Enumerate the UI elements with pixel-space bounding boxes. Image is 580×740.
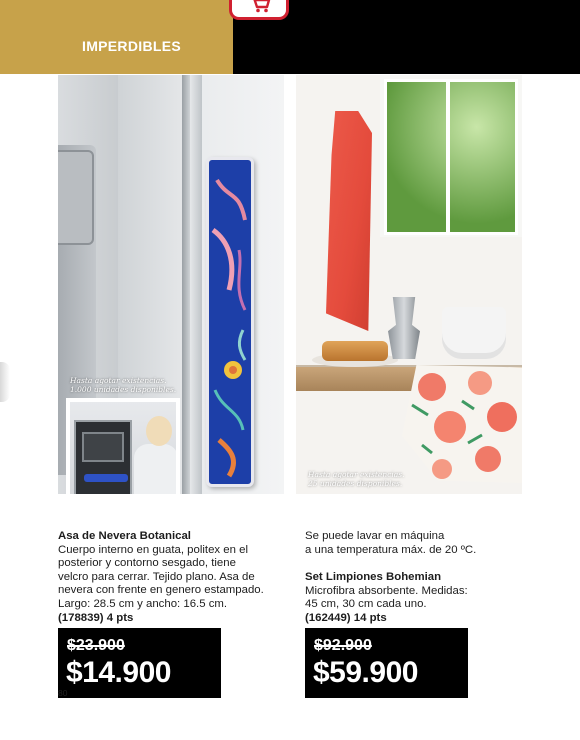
shopping-cart-icon <box>249 0 271 13</box>
product-code-points: (178839) 4 pts <box>58 611 134 624</box>
oven <box>74 420 132 494</box>
floral-towel <box>402 365 522 483</box>
price-box-right <box>305 628 468 698</box>
moka-pot <box>388 297 420 359</box>
fridge-rail <box>190 75 202 494</box>
red-towel <box>326 111 372 331</box>
right-product-info <box>305 530 525 626</box>
product-description-line: 45 cm, 30 cm cada uno. <box>305 598 427 611</box>
care-text-line: Se puede lavar en máquina <box>305 530 445 542</box>
person-body <box>134 444 176 494</box>
fridge-dispenser <box>58 150 94 245</box>
stock-note-right: Hasta agotar existencias. 25 unidades disponibles. <box>308 470 405 488</box>
product-description-line: Largo: 28.5 cm y ancho: 16.5 cm. <box>58 597 228 610</box>
product-title: Set Limpiones Bohemian <box>305 571 442 584</box>
left-product-info <box>58 530 284 625</box>
floral-pattern-icon <box>402 365 522 483</box>
product-code-points: (162449) 14 pts <box>305 611 387 624</box>
product-description-line: Microfibra absorbente. Medidas: <box>305 584 468 597</box>
person-head <box>146 416 172 446</box>
page-number: 80 <box>58 688 68 698</box>
sale-price: $59.900 <box>313 656 418 689</box>
product-description-line: velcro para cerrar. Tejido plano. Asa de <box>58 570 255 583</box>
product-title: Asa de Nevera Botanical <box>58 530 191 542</box>
page-edge-mark <box>0 362 10 402</box>
oven-usage-inset-photo <box>66 398 180 494</box>
price-box-left <box>58 628 221 698</box>
section-title: IMPERDIBLES <box>82 38 181 54</box>
fridge-gap <box>182 75 190 494</box>
care-text-line: a una temperatura máx. de 20 ºC. <box>305 543 477 556</box>
kitchen-towels-photo <box>296 75 522 494</box>
botanical-handle-cover <box>206 157 254 487</box>
product-description-line: nevera con frente en genero estampado. <box>58 584 264 597</box>
fridge-handle-photo <box>58 75 284 494</box>
stock-note-left: Hasta agotar existencias. 1.000 unidades disponibles. <box>70 376 177 394</box>
bread <box>322 341 388 361</box>
product-description-line: posterior y contorno sesgado, tiene <box>58 557 236 570</box>
handle-cover-on-oven <box>84 474 128 482</box>
cart-badge[interactable] <box>229 0 289 20</box>
header-gold-band <box>0 0 233 74</box>
old-price: $92.900 <box>314 637 372 654</box>
botanical-pattern-icon <box>209 160 251 484</box>
product-description-line: Cuerpo interno en guata, politex en el <box>58 543 248 556</box>
old-price: $23.900 <box>67 637 125 654</box>
sale-price: $14.900 <box>66 656 171 689</box>
cups <box>442 307 506 359</box>
kitchen-window <box>380 75 522 237</box>
